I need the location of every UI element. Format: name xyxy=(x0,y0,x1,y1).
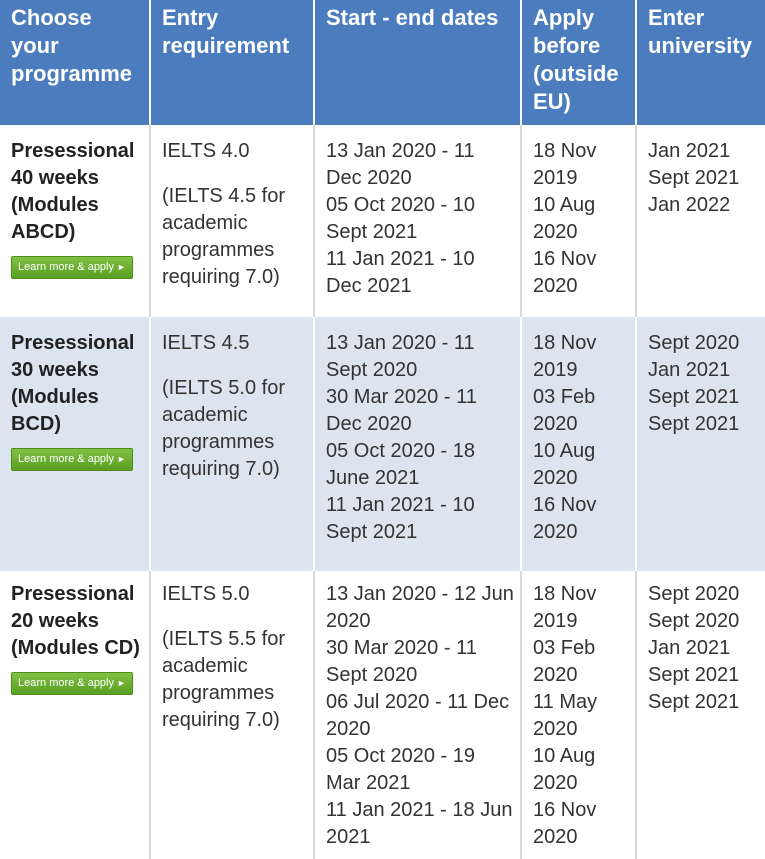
enter-date: Jan 2021 xyxy=(648,637,731,659)
programme-cell xyxy=(0,571,150,859)
apply-date: 18 Nov 2019 xyxy=(533,140,597,189)
programme-cell xyxy=(0,125,150,317)
programme-name: Presessional 20 weeks (Modules CD) xyxy=(11,583,140,659)
date-range: 05 Oct 2020 - 10 Sept 2021 xyxy=(326,194,475,243)
date-range: 05 Oct 2020 - 19 Mar 2021 xyxy=(326,745,475,794)
dates-cell xyxy=(314,571,521,859)
header-dates: Start - end dates xyxy=(314,0,521,125)
apply-date: 03 Feb 2020 xyxy=(533,386,596,435)
date-range: 13 Jan 2020 - 11 Sept 2020 xyxy=(326,332,475,381)
apply-date: 10 Aug 2020 xyxy=(533,745,596,794)
enter-date: Sept 2020 xyxy=(648,583,740,605)
apply-date: 16 Nov 2020 xyxy=(533,494,597,543)
enter-date: Sept 2021 xyxy=(648,386,740,408)
table-row xyxy=(0,125,765,317)
apply-date: 16 Nov 2020 xyxy=(533,799,597,848)
enter-date: Sept 2021 xyxy=(648,691,740,713)
learn-more-apply-button[interactable] xyxy=(11,448,133,471)
apply-date: 10 Aug 2020 xyxy=(533,194,596,243)
enter-cell xyxy=(636,571,765,859)
enter-date: Sept 2021 xyxy=(648,664,740,686)
enter-date: Sept 2021 xyxy=(648,413,740,435)
header-apply-before: Apply before (outside EU) xyxy=(521,0,636,125)
entry-requirement: IELTS 4.0 xyxy=(162,140,250,162)
apply-date: 10 Aug 2020 xyxy=(533,440,596,489)
entry-requirement: IELTS 4.5 xyxy=(162,332,250,354)
apply-date: 18 Nov 2019 xyxy=(533,583,597,632)
header-row xyxy=(0,0,765,125)
enter-date: Sept 2021 xyxy=(648,167,740,189)
enter-cell xyxy=(636,317,765,571)
header-entry-requirement: Entry requirement xyxy=(150,0,314,125)
programme-name: Presessional 40 weeks (Modules ABCD) xyxy=(11,140,135,243)
entry-note: (IELTS 4.5 for academic programmes requiring 7.0) xyxy=(162,185,286,288)
apply-date: 03 Feb 2020 xyxy=(533,637,596,686)
entry-requirement: IELTS 5.0 xyxy=(162,583,250,605)
enter-date: Jan 2021 xyxy=(648,359,731,381)
play-arrow-icon: ► xyxy=(117,262,126,272)
programme-cell xyxy=(0,317,150,571)
entry-note: (IELTS 5.5 for academic programmes requiring 7.0) xyxy=(162,628,286,731)
enter-date: Sept 2020 xyxy=(648,332,740,354)
date-range: 30 Mar 2020 - 11 Dec 2020 xyxy=(326,386,477,435)
play-arrow-icon: ► xyxy=(117,454,126,464)
entry-cell xyxy=(150,571,314,859)
apply-before-cell xyxy=(521,125,636,317)
button-label: Learn more & apply xyxy=(18,677,114,689)
enter-date: Jan 2021 xyxy=(648,140,731,162)
date-range: 13 Jan 2020 - 11 Dec 2020 xyxy=(326,140,475,189)
header-programme: Choose your programme xyxy=(0,0,150,125)
dates-cell xyxy=(314,125,521,317)
date-range: 11 Jan 2021 - 10 Dec 2021 xyxy=(326,248,475,297)
learn-more-apply-button[interactable] xyxy=(11,672,133,695)
programme-name: Presessional 30 weeks (Modules BCD) xyxy=(11,332,135,435)
enter-date: Sept 2020 xyxy=(648,610,740,632)
header-enter-university: Enter university xyxy=(636,0,765,125)
date-range: 05 Oct 2020 - 18 June 2021 xyxy=(326,440,475,489)
enter-date: Jan 2022 xyxy=(648,194,731,216)
table-row xyxy=(0,317,765,571)
apply-date: 18 Nov 2019 xyxy=(533,332,597,381)
apply-date: 11 May 2020 xyxy=(533,691,598,740)
entry-note: (IELTS 5.0 for academic programmes requiring 7.0) xyxy=(162,377,286,480)
button-label: Learn more & apply xyxy=(18,453,114,465)
date-range: 11 Jan 2021 - 18 Jun 2021 xyxy=(326,799,513,848)
date-range: 13 Jan 2020 - 12 Jun 2020 xyxy=(326,583,514,632)
play-arrow-icon: ► xyxy=(117,678,126,688)
date-range: 30 Mar 2020 - 11 Sept 2020 xyxy=(326,637,477,686)
entry-cell xyxy=(150,125,314,317)
apply-before-cell xyxy=(521,317,636,571)
apply-before-cell xyxy=(521,571,636,859)
button-label: Learn more & apply xyxy=(18,261,114,273)
table-row xyxy=(0,571,765,859)
entry-cell xyxy=(150,317,314,571)
learn-more-apply-button[interactable] xyxy=(11,256,133,279)
enter-cell xyxy=(636,125,765,317)
apply-date: 16 Nov 2020 xyxy=(533,248,597,297)
dates-cell xyxy=(314,317,521,571)
date-range: 11 Jan 2021 - 10 Sept 2021 xyxy=(326,494,475,543)
date-range: 06 Jul 2020 - 11 Dec 2020 xyxy=(326,691,510,740)
